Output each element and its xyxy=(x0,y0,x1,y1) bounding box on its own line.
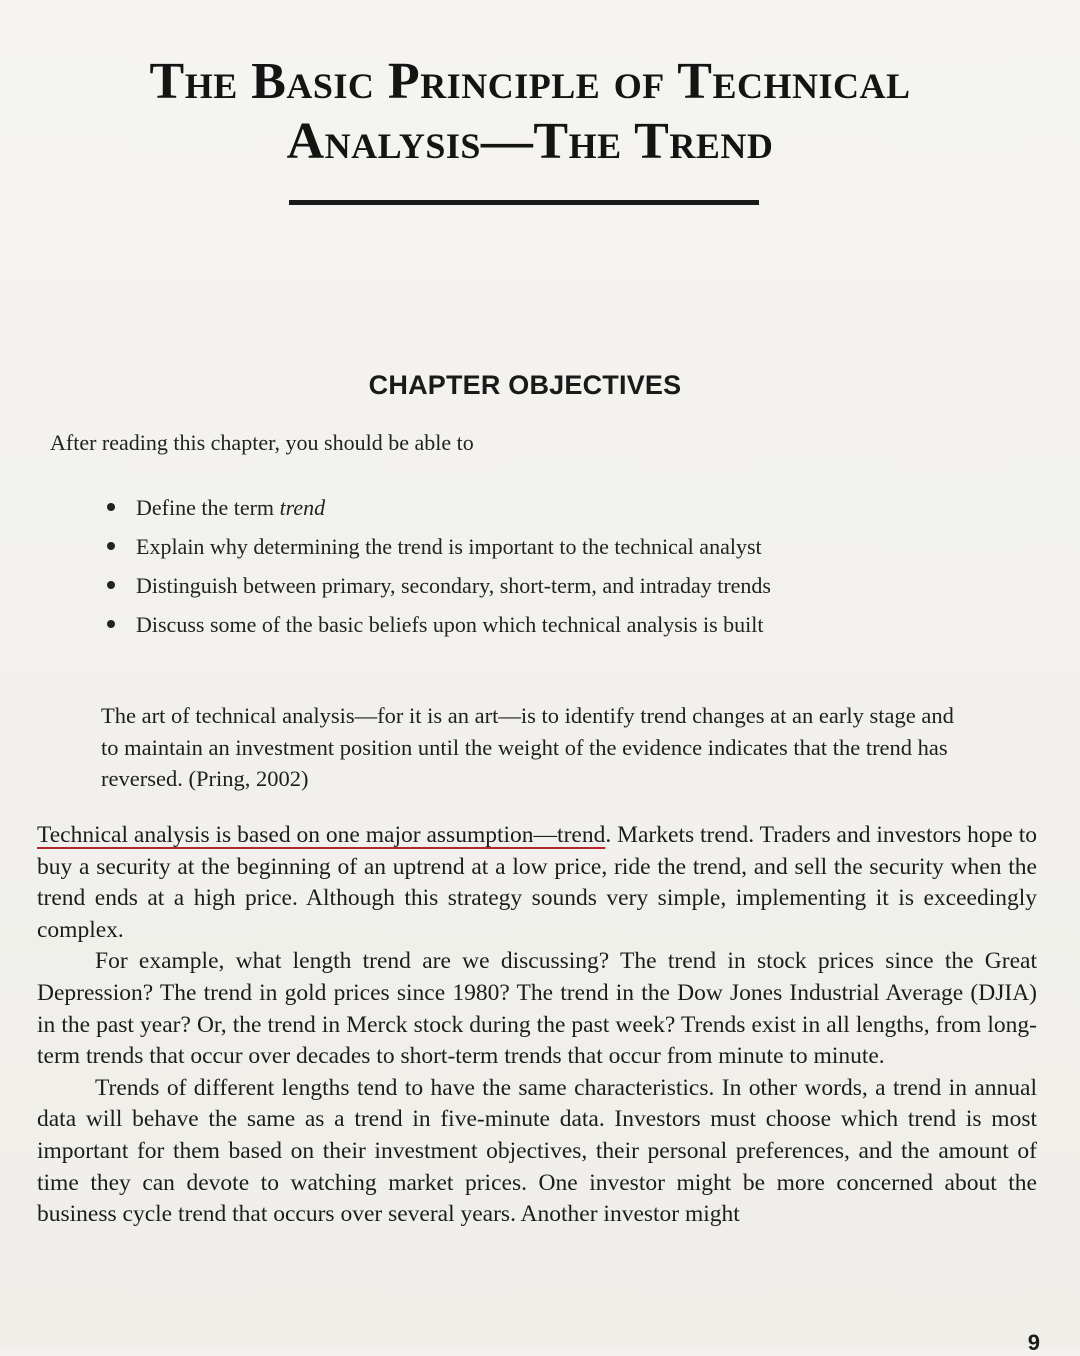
objective-item xyxy=(103,566,771,605)
objective-text: Discuss some of the basic beliefs upon which technical analysis is built xyxy=(136,612,764,637)
body-text xyxy=(37,820,1037,1231)
chapter-title xyxy=(0,52,1060,172)
bullet-icon xyxy=(107,581,115,589)
bullet-icon xyxy=(107,620,115,628)
bullet-icon xyxy=(107,503,115,511)
objective-item xyxy=(103,488,771,527)
objectives-intro: After reading this chapter, you should be able to xyxy=(50,430,474,455)
annotated-sentence: Technical analysis is based on one major assumption—trend xyxy=(37,822,606,848)
objective-emphasis: trend xyxy=(279,495,326,520)
paragraph-text: . Markets trend. Traders and investors hope to buy a security at the beginning of an uptrend at a low price, ride the trend, and sell the security when the trend ends at a high price. Although this strategy sounds very simple, implementing it is exceedingly complex. xyxy=(37,822,1037,943)
page-number: 9 xyxy=(1027,1330,1040,1355)
chapter-title-line-2: Analysis—The Trend xyxy=(286,113,774,170)
bullet-icon xyxy=(107,542,115,550)
paragraph: Trends of different lengths tend to have the same characteristics. In other words, a trend in annual data will behave the same as a trend in five-minute data. Investors must choose which trend is most important for them based on their investment objectives, their personal preferences, and the amount of time they can devote to watching market prices. One investor might be more concerned about the business cycle trend that occurs over several years. Another investor might xyxy=(37,1074,1037,1228)
objectives-list xyxy=(103,488,771,644)
objective-text: Define the term xyxy=(136,495,280,520)
paragraph xyxy=(37,820,1037,946)
objective-item xyxy=(103,527,771,566)
epigraph-quote: The art of technical analysis—for it is an art—is to identify trend changes at an early stage and to maintain an investment position until the weight of the evidence indicates that the trend has reversed. (Pring, 2002) xyxy=(101,703,954,791)
objectives-heading: CHAPTER OBJECTIVES xyxy=(368,370,682,400)
title-divider xyxy=(289,200,759,205)
objective-text: Distinguish between primary, secondary, short-term, and intraday trends xyxy=(136,573,771,598)
objective-item xyxy=(103,605,771,644)
chapter-title-line-1: The Basic Principle of Technical xyxy=(149,53,911,110)
objective-text: Explain why determining the trend is important to the technical analyst xyxy=(136,534,762,559)
paragraph: For example, what length trend are we discussing? The trend in stock prices since the Great Depression? The trend in gold prices since 1980? The trend in the Dow Jones Industrial Average (DJIA) in the past year? Or, the trend in Merck stock during the past week? Trends exist in all lengths, from long-term trends that occur over decades to short-term trends that occur from minute to minute. xyxy=(37,948,1037,1070)
